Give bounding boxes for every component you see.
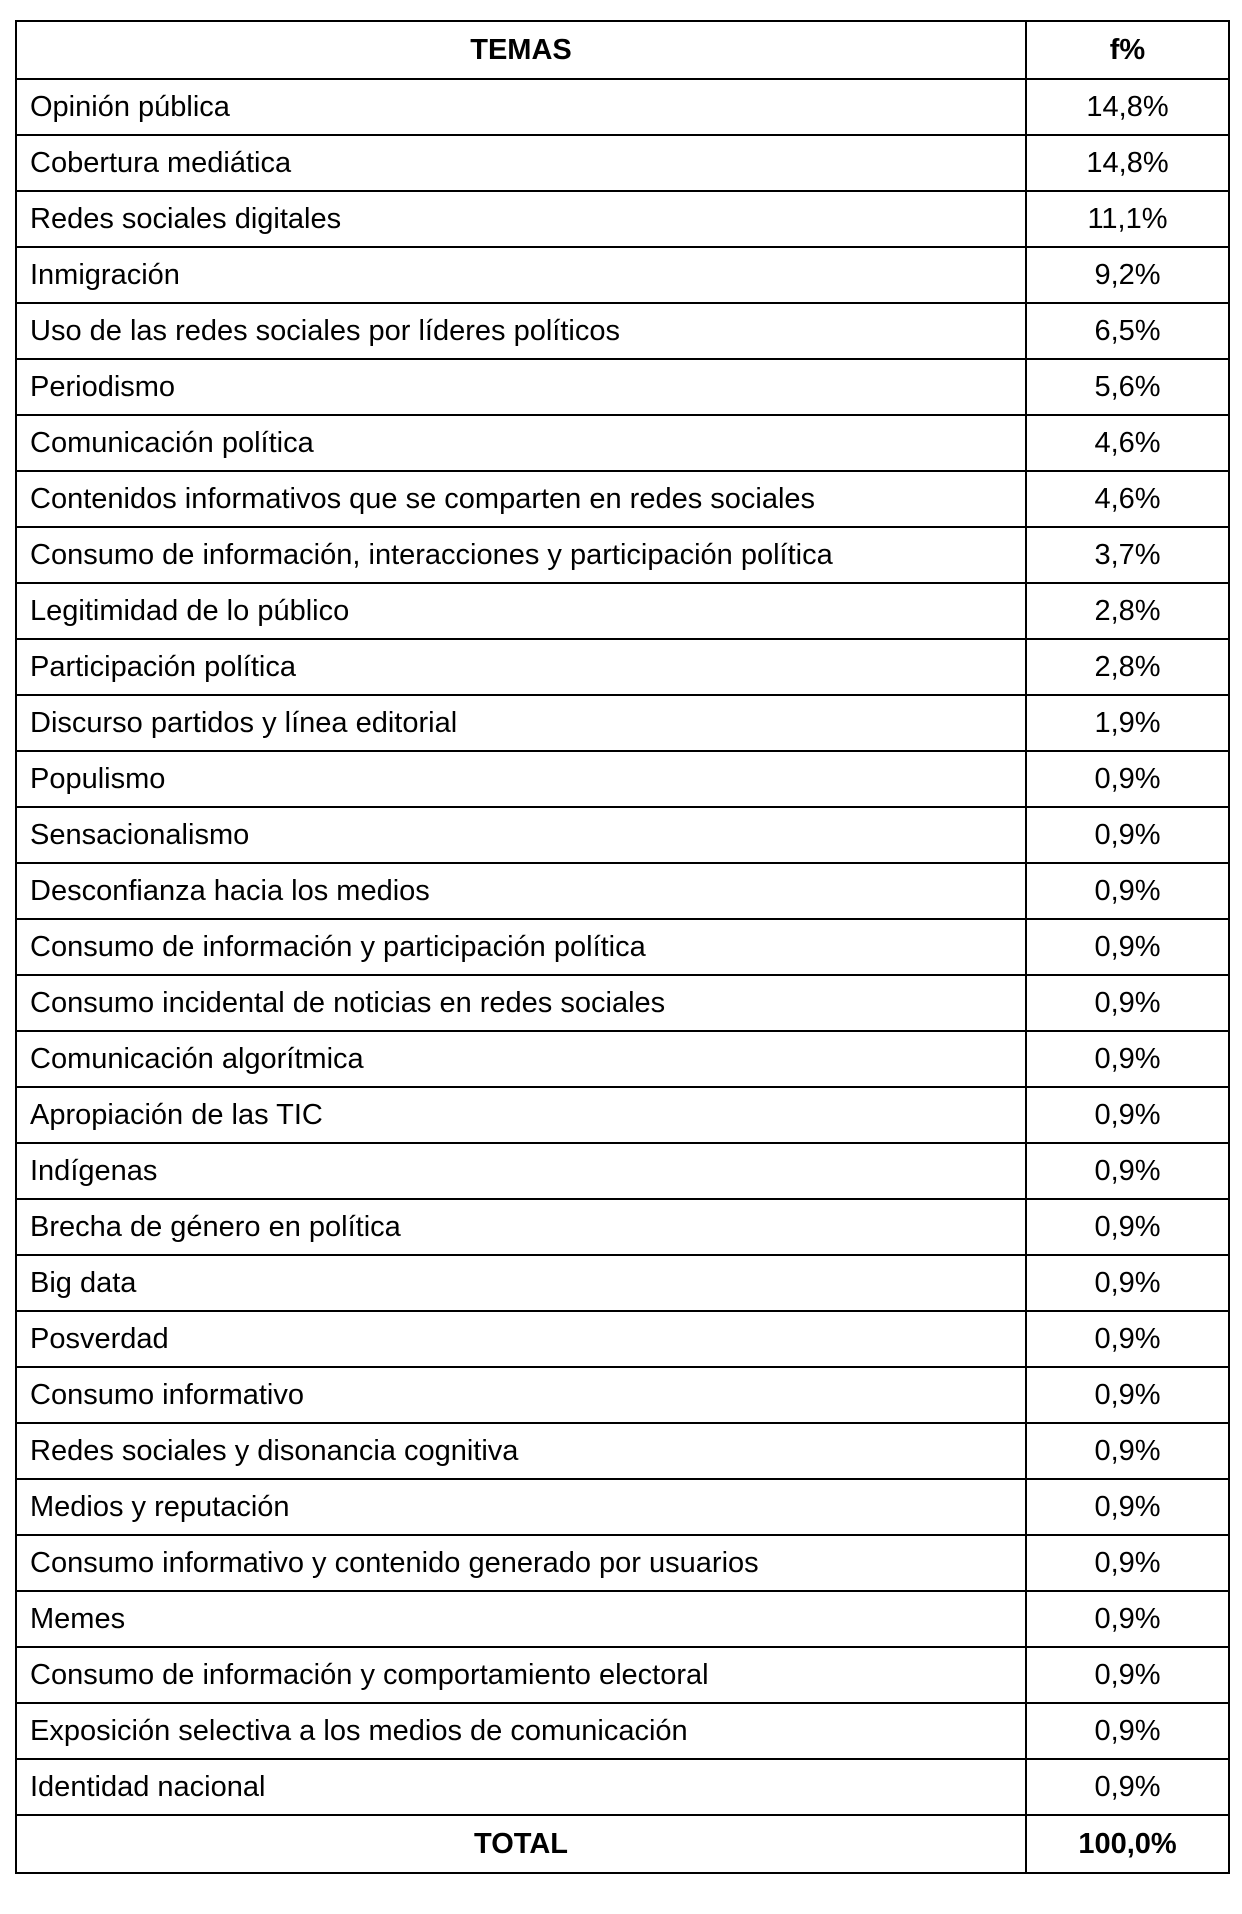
tema-cell: Uso de las redes sociales por líderes políticos: [16, 303, 1026, 359]
table-row: [16, 135, 1229, 191]
table-row: [16, 1703, 1229, 1759]
table-row: [16, 751, 1229, 807]
tema-cell: Desconfianza hacia los medios: [16, 863, 1026, 919]
table-row: [16, 975, 1229, 1031]
pct-cell: 0,9%: [1026, 807, 1229, 863]
tema-cell: Consumo de información y comportamiento electoral: [16, 1647, 1026, 1703]
pct-cell: 3,7%: [1026, 527, 1229, 583]
table-row: [16, 1479, 1229, 1535]
table-row: [16, 695, 1229, 751]
pct-cell: 0,9%: [1026, 919, 1229, 975]
pct-cell: 0,9%: [1026, 1423, 1229, 1479]
tema-cell: Discurso partidos y línea editorial: [16, 695, 1026, 751]
table-row: [16, 1255, 1229, 1311]
tema-cell: Consumo de información, interacciones y participación política: [16, 527, 1026, 583]
table-row: [16, 639, 1229, 695]
tema-cell: Redes sociales y disonancia cognitiva: [16, 1423, 1026, 1479]
table-row: [16, 1367, 1229, 1423]
pct-cell: 0,9%: [1026, 1143, 1229, 1199]
table-row: [16, 1423, 1229, 1479]
table-row: [16, 807, 1229, 863]
header-row: [16, 21, 1229, 79]
table-row: [16, 471, 1229, 527]
pct-cell: 2,8%: [1026, 639, 1229, 695]
table-row: [16, 919, 1229, 975]
pct-cell: 6,5%: [1026, 303, 1229, 359]
table-row: [16, 1647, 1229, 1703]
table-row: [16, 1143, 1229, 1199]
tema-cell: Brecha de género en política: [16, 1199, 1026, 1255]
pct-cell: 0,9%: [1026, 751, 1229, 807]
total-label: TOTAL: [16, 1815, 1026, 1873]
tema-cell: Periodismo: [16, 359, 1026, 415]
tema-cell: Big data: [16, 1255, 1026, 1311]
table-row: [16, 247, 1229, 303]
table-row: [16, 1535, 1229, 1591]
tema-cell: Consumo incidental de noticias en redes sociales: [16, 975, 1026, 1031]
pct-cell: 0,9%: [1026, 1311, 1229, 1367]
pct-cell: 0,9%: [1026, 1535, 1229, 1591]
tema-cell: Participación política: [16, 639, 1026, 695]
total-row: [16, 1815, 1229, 1873]
tema-cell: Contenidos informativos que se comparten en redes sociales: [16, 471, 1026, 527]
tema-cell: Opinión pública: [16, 79, 1026, 135]
pct-cell: 0,9%: [1026, 1199, 1229, 1255]
tema-cell: Apropiación de las TIC: [16, 1087, 1026, 1143]
table-row: [16, 191, 1229, 247]
pct-cell: 0,9%: [1026, 1759, 1229, 1815]
pct-cell: 2,8%: [1026, 583, 1229, 639]
pct-cell: 0,9%: [1026, 863, 1229, 919]
header-temas: TEMAS: [16, 21, 1026, 79]
tema-cell: Inmigración: [16, 247, 1026, 303]
pct-cell: 0,9%: [1026, 1367, 1229, 1423]
pct-cell: 4,6%: [1026, 471, 1229, 527]
table-row: [16, 303, 1229, 359]
tema-cell: Indígenas: [16, 1143, 1026, 1199]
pct-cell: 0,9%: [1026, 1591, 1229, 1647]
tema-cell: Consumo de información y participación política: [16, 919, 1026, 975]
pct-cell: 9,2%: [1026, 247, 1229, 303]
tema-cell: Populismo: [16, 751, 1026, 807]
table-row: [16, 1199, 1229, 1255]
tema-cell: Cobertura mediática: [16, 135, 1026, 191]
header-pct: f%: [1026, 21, 1229, 79]
pct-cell: 5,6%: [1026, 359, 1229, 415]
pct-cell: 11,1%: [1026, 191, 1229, 247]
pct-cell: 0,9%: [1026, 1479, 1229, 1535]
pct-cell: 0,9%: [1026, 1647, 1229, 1703]
tema-cell: Exposición selectiva a los medios de comunicación: [16, 1703, 1026, 1759]
table-row: [16, 527, 1229, 583]
pct-cell: 0,9%: [1026, 975, 1229, 1031]
tema-cell: Posverdad: [16, 1311, 1026, 1367]
pct-cell: 14,8%: [1026, 135, 1229, 191]
pct-cell: 0,9%: [1026, 1255, 1229, 1311]
pct-cell: 4,6%: [1026, 415, 1229, 471]
table-body: [16, 79, 1229, 1815]
table-row: [16, 415, 1229, 471]
temas-table: [15, 20, 1230, 1874]
tema-cell: Consumo informativo: [16, 1367, 1026, 1423]
table-row: [16, 863, 1229, 919]
pct-cell: 0,9%: [1026, 1087, 1229, 1143]
pct-cell: 1,9%: [1026, 695, 1229, 751]
total-pct: 100,0%: [1026, 1815, 1229, 1873]
tema-cell: Comunicación política: [16, 415, 1026, 471]
tema-cell: Memes: [16, 1591, 1026, 1647]
table-row: [16, 359, 1229, 415]
table-row: [16, 1031, 1229, 1087]
table-row: [16, 1087, 1229, 1143]
table-row: [16, 583, 1229, 639]
tema-cell: Identidad nacional: [16, 1759, 1026, 1815]
tema-cell: Redes sociales digitales: [16, 191, 1026, 247]
pct-cell: 0,9%: [1026, 1031, 1229, 1087]
tema-cell: Legitimidad de lo público: [16, 583, 1026, 639]
table-row: [16, 1311, 1229, 1367]
tema-cell: Medios y reputación: [16, 1479, 1026, 1535]
pct-cell: 0,9%: [1026, 1703, 1229, 1759]
tema-cell: Sensacionalismo: [16, 807, 1026, 863]
tema-cell: Consumo informativo y contenido generado por usuarios: [16, 1535, 1026, 1591]
tema-cell: Comunicación algorítmica: [16, 1031, 1026, 1087]
table-row: [16, 1759, 1229, 1815]
table-row: [16, 1591, 1229, 1647]
table-row: [16, 79, 1229, 135]
pct-cell: 14,8%: [1026, 79, 1229, 135]
